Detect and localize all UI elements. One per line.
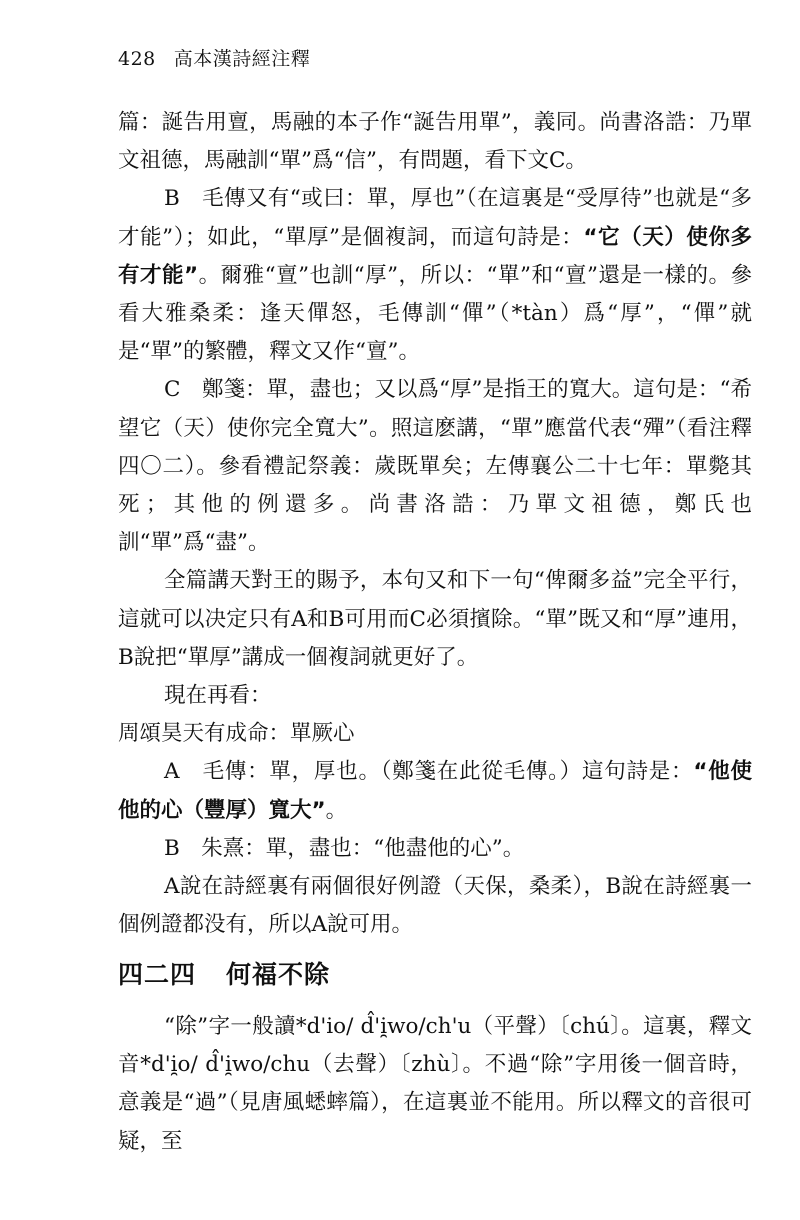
paragraph: C 鄭箋：單，盡也；又以爲“厚”是指王的寬大。這句是：“希望它（天）使你完全寬大”。照這麽講，“單”應當代表“殫”（看注釋四〇二）。參看禮記祭義：歲既單矣；左傳襄公二十七年：單斃其死；其他的例還多。尚書洛誥：乃單文祖德，鄭氏也訓“單”爲“盡”。 bbox=[118, 377, 752, 556]
emphasis-text: “他使他的心（豐厚）寬大” bbox=[118, 759, 753, 823]
verse-heading: 周頌昊天有成命：單厥心 bbox=[118, 721, 355, 747]
paragraph: 篇：誕告用亶，馬融的本子作“誕告用單”，義同。尚書洛誥：乃單文祖德，馬融訓“單”爲“信”，有問題，看下文C。 bbox=[118, 110, 752, 174]
paragraph: “除”字一般讀*d'io/ d̂'i̯wo/ch'u（平聲）〔chú〕。這裏，釋文音*d'i̯o/ d̂'i̯wo/chu（去聲）〔zhù〕。不過“除”字用後一個音時，意義是“過”（見唐風蟋蟀篇），在這裏並不能用。所以釋文的音很可疑，至 bbox=[118, 1014, 752, 1154]
text-run: 。 bbox=[325, 797, 348, 823]
paragraph: 現在再看： bbox=[164, 683, 272, 709]
paragraph: B 朱熹：單，盡也：“他盡他的心”。 bbox=[164, 835, 525, 861]
emphasis-text: “它（天）使你多有才能” bbox=[118, 224, 752, 288]
text-run: B 毛傳又有“或曰：單，厚也”（在這裏是“受厚待”也就是“多才能”）；如此，“單厚”是個複詞，而這句詩是： bbox=[118, 186, 752, 250]
section-heading bbox=[118, 955, 330, 991]
book-title: 高本漢詩經注釋 bbox=[173, 48, 311, 70]
paragraph: A說在詩經裏有兩個很好例證（天保，桑柔），B說在詩經裏一個例證都没有，所以A說可用。 bbox=[118, 874, 752, 938]
section-text bbox=[118, 1008, 752, 1161]
main-text bbox=[118, 104, 752, 944]
text-run: 。爾雅“亶”也訓“厚”，所以：“單”和“亶”還是一樣的。參看大雅桑柔：逢天僤怒，毛傳訓“僤”（*tàn）爲“厚”，“僤”就是“單”的繁體，釋文又作“亶”。 bbox=[118, 262, 752, 365]
text-run: A 毛傳：單，厚也。（鄭箋在此從毛傳。）這句詩是： bbox=[164, 759, 694, 785]
page-number: 428 bbox=[118, 48, 156, 70]
running-header bbox=[118, 44, 310, 71]
section-number: 四二四 bbox=[118, 960, 197, 989]
section-title: 何福不除 bbox=[226, 960, 331, 989]
paragraph bbox=[118, 180, 752, 371]
paragraph bbox=[118, 753, 752, 829]
paragraph: 全篇講天對王的賜予，本句又和下一句“俾爾多益”完全平行，這就可以决定只有A和B可用而C必須擯除。“單”既又和“厚”連用，B說把“單厚”講成一個複詞就更好了。 bbox=[118, 568, 752, 670]
